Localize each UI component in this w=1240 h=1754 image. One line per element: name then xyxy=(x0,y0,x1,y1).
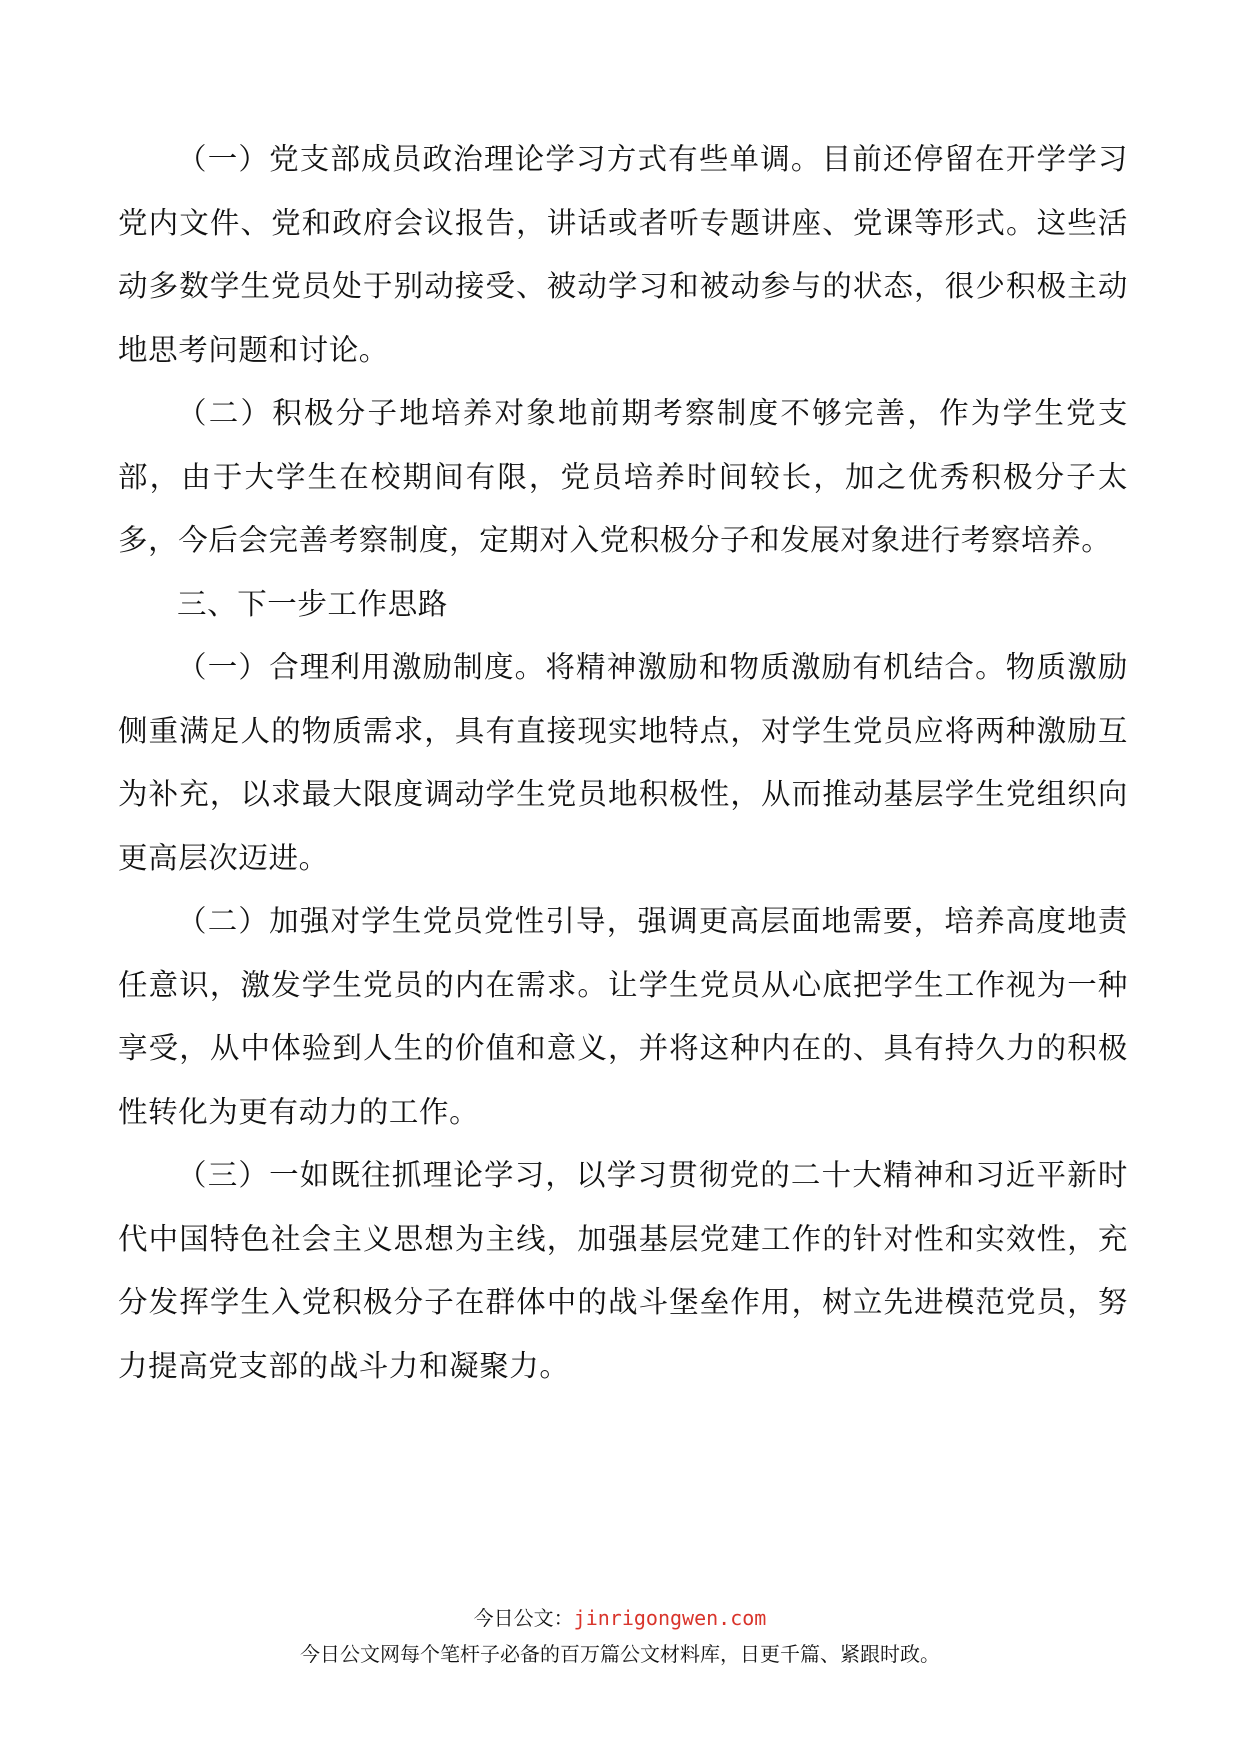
paragraph-section-1-issue-1: （一）党支部成员政治理论学习方式有些单调。目前还停留在开学学习党内文件、党和政府会议报告，讲话或者听专题讲座、党课等形式。这些活动多数学生党员处于别动接受、被动学习和被动参与的状态，很少积极主动地思考问题和讨论。 xyxy=(118,142,1128,367)
paragraph-next-step-2: （二）加强对学生党员党性引导，强调更高层面地需要，培养高度地责任意识，激发学生党员的内在需求。让学生党员从心底把学生工作视为一种享受，从中体验到人生的价值和意义，并将这种内在的、具有持久力的积极性转化为更有动力的工作。 xyxy=(118,904,1128,1129)
footer-tagline: 今日公文网每个笔杆子必备的百万篇公文材料库，日更千篇、紧跟时政。 xyxy=(300,1642,940,1666)
paragraph-next-step-1: （一）合理利用激励制度。将精神激励和物质激励有机结合。物质激励侧重满足人的物质需求，具有直接现实地特点，对学生党员应将两种激励互为补充，以求最大限度调动学生党员地积极性，从而推动基层学生党组织向更高层次迈进。 xyxy=(118,650,1128,875)
paragraph-next-step-3: （三）一如既往抓理论学习，以学习贯彻党的二十大精神和习近平新时代中国特色社会主义思想为主线，加强基层党建工作的针对性和实效性，充分发挥学生入党积极分子在群体中的战斗堡垒作用，树立先进模范党员，努力提高党支部的战斗力和凝聚力。 xyxy=(118,1158,1128,1383)
footer-prefix: 今日公文： xyxy=(473,1606,574,1630)
document-body xyxy=(118,128,1128,1398)
paragraph-section-1-issue-2: （二）积极分子地培养对象地前期考察制度不够完善，作为学生党支部，由于大学生在校期间有限，党员培养时间较长，加之优秀积极分子太多，今后会完善考察制度，定期对入党积极分子和发展对象进行考察培养。 xyxy=(118,396,1128,557)
footer-website-link[interactable]: jinrigongwen.com xyxy=(573,1606,767,1630)
section-heading-next-steps: 三、下一步工作思路 xyxy=(177,586,448,621)
footer-source xyxy=(0,1602,1240,1631)
